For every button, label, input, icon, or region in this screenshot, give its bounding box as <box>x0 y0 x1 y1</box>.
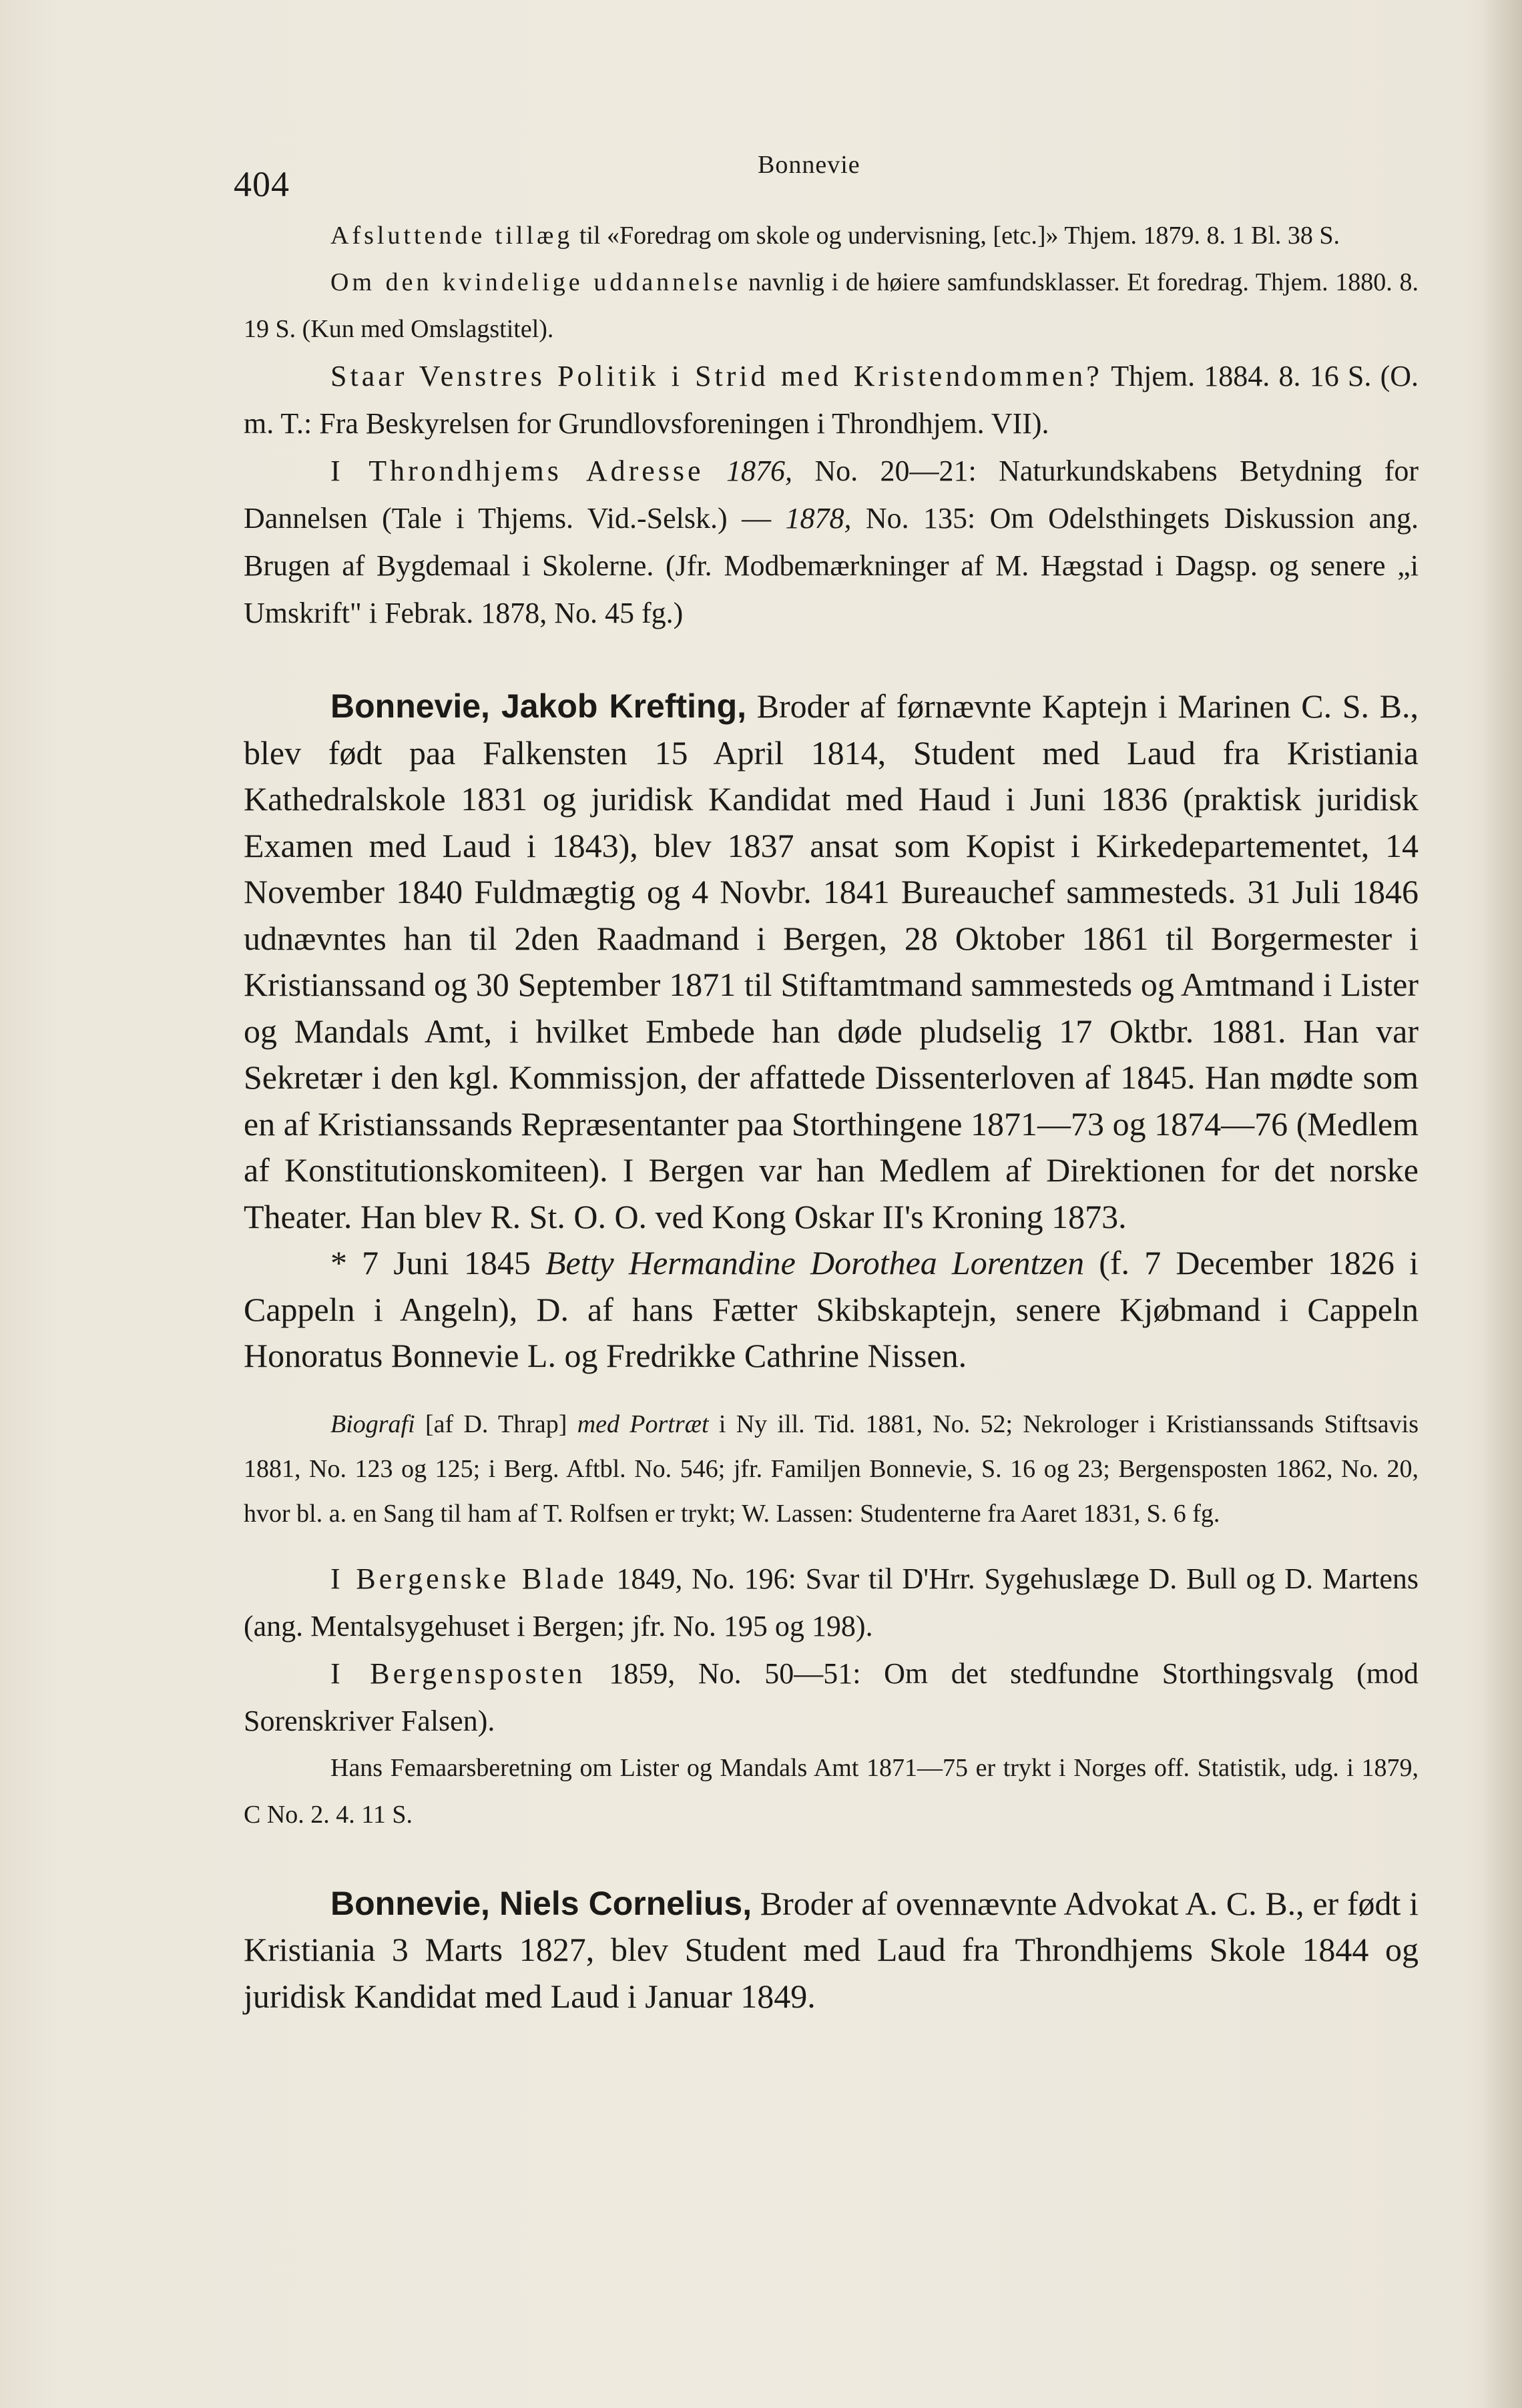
running-head: Bonnevie <box>758 151 860 179</box>
work-details: No. 20—21: Naturkundskabens Betydning for Dannelsen (Tale i Thjems. Vid.-Selsk.) — <box>244 455 1419 535</box>
sources-label: Biografi <box>330 1410 415 1438</box>
work-details: No. 135: Om Odelsthingets Diskussion ang. Brugen af Bygdemaal i Skolerne. (Jfr. Modbemærkninger af M. Hægstad i Dagsp. og senere „i Umskrift" i Febrak. 1878, No. 45 fg.) <box>244 502 1419 629</box>
work-entry-bergenske-blade <box>244 1555 1419 1650</box>
entry-bio: Broder af ovennævnte Advokat A. C. B., er født i Kristiania 3 Marts 1827, blev Student med Laud fra Throndhjems Skole 1844 og juridisk Kandidat med Laud i Januar 1849. <box>244 1884 1419 2015</box>
bio-entry-niels <box>244 1881 1419 2020</box>
entry-name: Bonnevie, Jakob Krefting, <box>330 687 746 725</box>
work-entry-uddannelse <box>244 259 1419 352</box>
page-header <box>234 150 1422 210</box>
work-details: 1859, No. 50—51: Om det stedfundne Storthingsvalg (mod Sorenskriver Falsen). <box>244 1657 1419 1737</box>
work-entry-bergensposten <box>244 1650 1419 1745</box>
page-content <box>244 212 1419 2020</box>
sources-text: i Ny ill. Tid. 1881, No. 52; Nekrologer i Kristianssands Stiftsavis 1881, No. 123 og 125; i Berg. Aftbl. No. 546; jfr. Familjen Bonnevie, S. 16 og 23; Bergensposten 1862, No. 20, hvor bl. a. en Sang til ham af T. Rolfsen er trykt; W. Lassen: Studenterne fra Aaret 1831, S. 6 fg. <box>244 1410 1419 1528</box>
work-details: til «Foredrag om skole og undervisning, [etc.]» Thjem. 1879. 8. 1 Bl. 38 S. <box>573 222 1340 250</box>
sources-text: [af D. Thrap] <box>415 1410 577 1438</box>
work-title: Staar Venstres Politik i Strid med Kristendommen? <box>330 360 1103 392</box>
marriage-date: * 7 Juni 1845 <box>330 1244 545 1281</box>
work-year: 1876, <box>704 455 792 487</box>
entry-name: Bonnevie, Niels Cornelius, <box>330 1884 752 1922</box>
entry-bio: Broder af førnævnte Kaptejn i Marinen C. S. B., blev født paa Falkensten 15 April 1814, Student med Laud fra Kristiania Kathedralskole 1831 og juridisk Kandidat med Haud i Juni 1836 (praktisk juridisk Examen med Laud i 1843), blev 1837 ansat som Kopist i Kirkedepartementet, 14 November 1840 Fuldmægtig og 4 Novbr. 1841 Bureauchef sammesteds. 31 Juli 1846 udnævntes han til 2den Raadmand i Bergen, 28 Oktober 1861 til Borgermester i Kristianssand og 30 September 1871 til Stiftamtmand sammesteds og Amtmand i Lister og Mandals Amt, i hvilket Embede han døde pludselig 17 Oktbr. 1881. Han var Sekretær i den kgl. Kommissjon, der affattede Dissenterloven af 1845. Han mødte som en af Kristianssands Repræsentanter paa Storthingene 1871—73 og 1874—76 (Medlem af Konstitutionskomiteen). I Bergen var han Medlem af Direktionen for det norske Theater. Han blev R. St. O. O. ved Kong Oskar II's Kroning 1873. <box>244 687 1419 1235</box>
sources-portrait: med Portræt <box>577 1410 709 1438</box>
work-details: Thjem. 1884. 8. 16 S. (O. m. T.: Fra Beskyrelsen for Grundlovsforeningen i Throndhjem. VII). <box>244 360 1419 440</box>
page-edge-shadow <box>1482 0 1522 2408</box>
spouse-name: Betty Hermandine Dorothea Lorentzen <box>545 1244 1085 1281</box>
work-entry-venstres-politik <box>244 352 1419 447</box>
page-number: 404 <box>234 164 290 204</box>
work-details: 1849, No. 196: Svar til D'Hrr. Sygehuslæge D. Bull og D. Martens (ang. Mentalsygehuset i Bergen; jfr. No. 195 og 198). <box>244 1562 1419 1642</box>
work-title: Afsluttende tillæg <box>330 222 573 250</box>
bio-entry-jakob <box>244 683 1419 1240</box>
work-entry-femaarsberetning: Hans Femaarsberetning om Lister og Mandals Amt 1871—75 er trykt i Norges off. Statistik, udg. i 1879, C No. 2. 4. 11 S. <box>244 1753 1419 1829</box>
marriage-paragraph <box>244 1240 1419 1380</box>
marriage-details: (f. 7 December 1826 i Cappeln i Angeln), D. af hans Fætter Skibskaptejn, senere Kjøbmand i Cappeln Honoratus Bonnevie L. og Fredrikke Cathrine Nissen. <box>244 1244 1419 1374</box>
work-title: I Throndhjems Adresse <box>330 455 704 487</box>
work-year: 1878, <box>785 502 852 535</box>
work-details: navnlig i de høiere samfundsklasser. Et foredrag. Thjem. 1880. 8. 19 S. (Kun med Omslagstitel). <box>244 268 1419 343</box>
work-entry-adresse <box>244 447 1419 637</box>
work-title: I Bergenske Blade <box>330 1562 607 1595</box>
work-title: Om den kvindelige uddannelse <box>330 268 742 296</box>
work-title: I Bergensposten <box>330 1657 586 1690</box>
sources-paragraph <box>244 1402 1419 1536</box>
work-entry-afsluttende <box>244 212 1419 259</box>
